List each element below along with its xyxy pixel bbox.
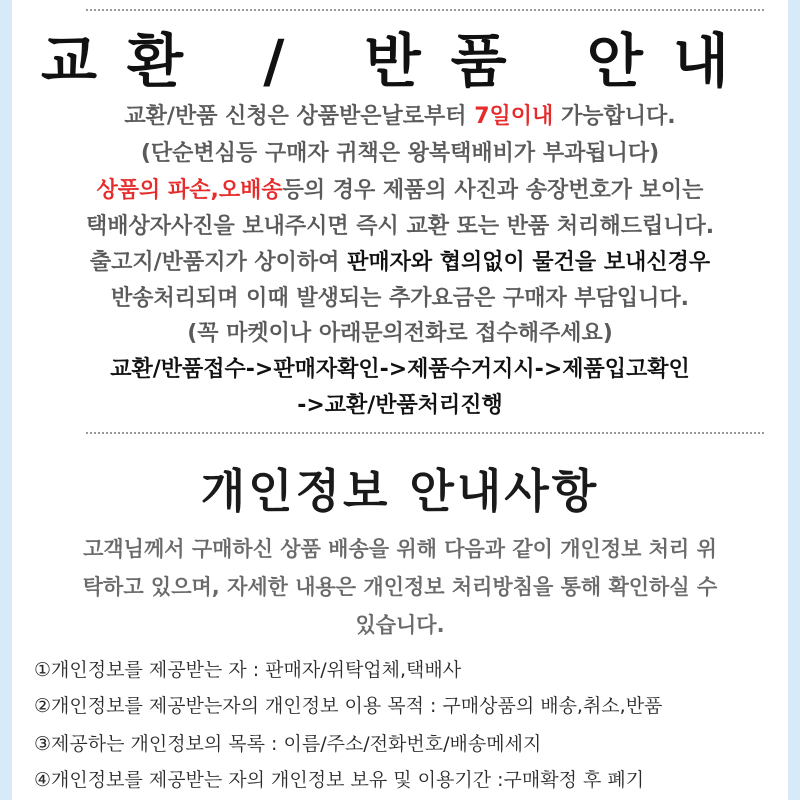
exchange-line-7: (꼭 마켓이나 아래문의전화로 접수해주세요) [187, 321, 613, 346]
exchange-line-3-post: 등의 경우 제품의 사진과 송장번호가 보이는 [282, 178, 704, 203]
exchange-line-6: 반송처리되며 이때 발생되는 추가요금은 구매자 부담입니다. [111, 286, 689, 311]
exchange-line-1 [0, 102, 800, 132]
exchange-line-5-pre: 출고지/반품지가 상이하여 [89, 250, 348, 275]
exchange-line-3 [0, 176, 800, 206]
exchange-line-3-highlight: 상품의 파손,오배송 [96, 178, 283, 203]
privacy-intro-1: 고객님께서 구매하신 상품 배송을 위해 다음과 같이 개인정보 처리 위 [83, 537, 717, 561]
exchange-line-5-emph: 판매자와 협의없이 물건을 보내신경우 [347, 250, 711, 275]
exchange-line-2: (단순변심등 구매자 귀책은 왕복택배비가 부과됩니다) [140, 141, 660, 166]
process-flow-1: 교환/반품접수->판매자확인->제품수거지시->제품입고확인 [110, 357, 690, 382]
exchange-line-1-pre: 교환/반품 신청은 상품받은날로부터 [124, 104, 475, 129]
exchange-title: 교환 / 반품 안내 [41, 27, 759, 95]
middle-divider [86, 432, 764, 434]
exchange-line-4: 택배상자사진을 보내주시면 즉시 교환 또는 반품 처리해드립니다. [85, 214, 715, 239]
privacy-title: 개인정보 안내사항 [200, 464, 600, 518]
exchange-line-1-highlight: 7일이내 [474, 104, 554, 129]
privacy-item-1: ①개인정보를 제공받는 자 : 판매자/위탁업체,택배사 [34, 659, 462, 681]
exchange-line-1-post: 가능합니다. [553, 104, 676, 129]
process-flow-2: ->교환/반품처리진행 [297, 393, 503, 418]
exchange-line-5 [0, 248, 800, 278]
privacy-item-2: ②개인정보를 제공받는자의 개인정보 이용 목적 : 구매상품의 배송,취소,반품 [34, 695, 663, 717]
privacy-item-4: ④개인정보를 제공받는 자의 개인정보 보유 및 이용기간 :구매확정 후 폐기 [34, 769, 645, 791]
privacy-intro-2: 탁하고 있으며, 자세한 내용은 개인정보 처리방침을 통해 확인하실 수 [82, 575, 718, 599]
privacy-intro-3: 있습니다. [355, 613, 445, 637]
top-divider [86, 9, 764, 11]
privacy-item-3: ③제공하는 개인정보의 목록 : 이름/주소/전화번호/배송메세지 [34, 733, 542, 755]
